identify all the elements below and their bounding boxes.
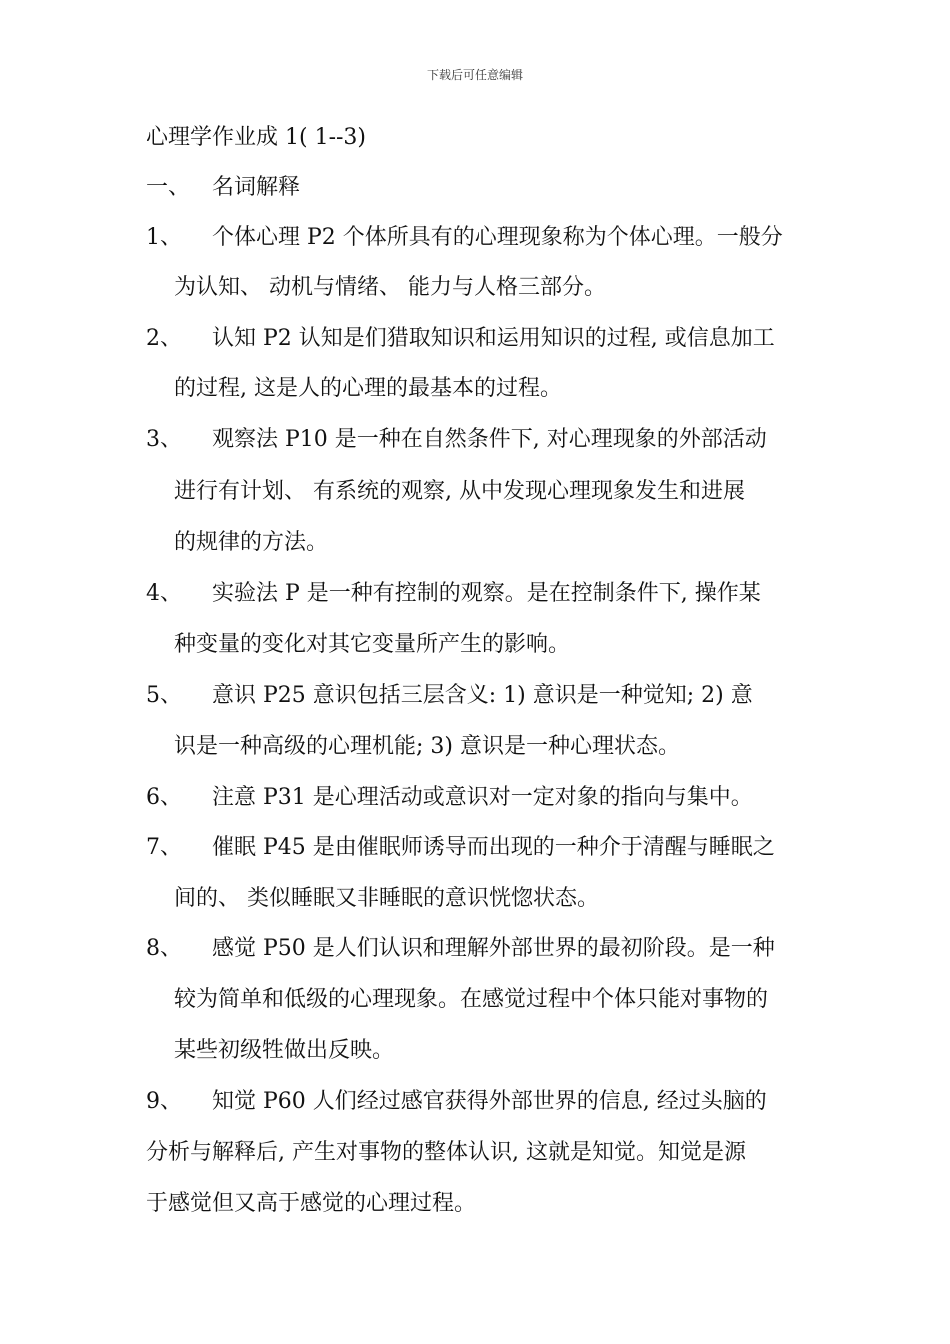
list-item-number: 8、 <box>146 936 182 961</box>
list-item-text: 进行有计划、 有系统的观察, 从中发现心理现象发生和进展 <box>174 479 745 504</box>
document-title: 心理学作业成 1( 1--3) <box>146 125 367 150</box>
list-item-continuation <box>146 1139 746 1167</box>
list-item <box>146 1088 767 1116</box>
list-item-text: 分析与解释后, 产生对事物的整体认识, 这就是知觉。知觉是源 <box>146 1140 746 1165</box>
list-item-text: 的过程, 这是人的心理的最基本的过程。 <box>174 376 562 401</box>
list-item-text: 某些初级牲做出反映。 <box>174 1038 395 1063</box>
list-item-text: 种变量的变化对其它变量所产生的影响。 <box>174 632 571 657</box>
page-header: 下载后可任意编辑 <box>426 68 523 82</box>
list-item-text: 较为简单和低级的心理现象。在感觉过程中个体只能对事物的 <box>174 987 769 1012</box>
list-item-continuation <box>146 1190 476 1218</box>
list-item-text: 的规律的方法。 <box>174 530 329 555</box>
list-item <box>146 224 783 252</box>
list-item-continuation <box>174 631 570 659</box>
list-item <box>146 682 753 710</box>
list-item-number: 7、 <box>146 835 182 860</box>
list-item-text: 个体心理 P2 个体所具有的心理现象称为个体心理。一般分 <box>212 225 783 250</box>
list-item-continuation <box>174 885 599 913</box>
list-item-number: 1、 <box>146 225 182 250</box>
list-item <box>146 580 761 608</box>
list-item <box>146 834 775 862</box>
list-item-text: 注意 P31 是心理活动或意识对一定对象的指向与集中。 <box>212 785 753 810</box>
list-item-text: 为认知、 动机与情绪、 能力与人格三部分。 <box>174 275 606 300</box>
list-item <box>146 935 775 963</box>
list-item-number: 9、 <box>146 1089 182 1114</box>
section-label: 名词解释 <box>212 175 301 200</box>
list-item-text: 观察法 P10 是一种在自然条件下, 对心理现象的外部活动 <box>212 427 767 452</box>
list-item-text: 识是一种高级的心理机能; 3) 意识是一种心理状态。 <box>174 734 680 759</box>
list-item <box>146 325 775 353</box>
list-item-number: 5、 <box>146 683 182 708</box>
list-item-text: 于感觉但又高于感觉的心理过程。 <box>146 1191 477 1216</box>
list-item-number: 6、 <box>146 785 182 810</box>
list-item-continuation <box>174 1037 394 1065</box>
list-item <box>146 784 753 812</box>
list-item-continuation <box>174 986 768 1014</box>
section-heading <box>146 174 300 202</box>
list-item-continuation <box>174 529 328 557</box>
list-item-text: 催眠 P45 是由催眠师诱导而出现的一种介于清醒与睡眠之 <box>212 835 775 860</box>
list-item-text: 间的、 类似睡眠又非睡眠的意识恍惚状态。 <box>174 886 599 911</box>
list-item-text: 认知 P2 认知是们猎取知识和运用知识的过程, 或信息加工 <box>212 326 775 351</box>
list-item-number: 3、 <box>146 427 182 452</box>
list-item-continuation <box>174 478 745 506</box>
list-item-text: 实验法 P 是一种有控制的观察。是在控制条件下, 操作某 <box>212 581 761 606</box>
list-item-text: 意识 P25 意识包括三层含义: 1) 意识是一种觉知; 2) 意 <box>212 683 753 708</box>
section-number: 一、 <box>146 175 191 200</box>
list-item-continuation <box>174 375 562 403</box>
list-item-text: 知觉 P60 人们经过感官获得外部世界的信息, 经过头脑的 <box>212 1089 767 1114</box>
list-item-text: 感觉 P50 是人们认识和理解外部世界的最初阶段。是一种 <box>212 936 775 961</box>
list-item-number: 2、 <box>146 326 182 351</box>
list-item-continuation <box>174 733 680 761</box>
list-item <box>146 426 767 454</box>
list-item-number: 4、 <box>146 581 182 606</box>
list-item-continuation <box>174 274 606 302</box>
